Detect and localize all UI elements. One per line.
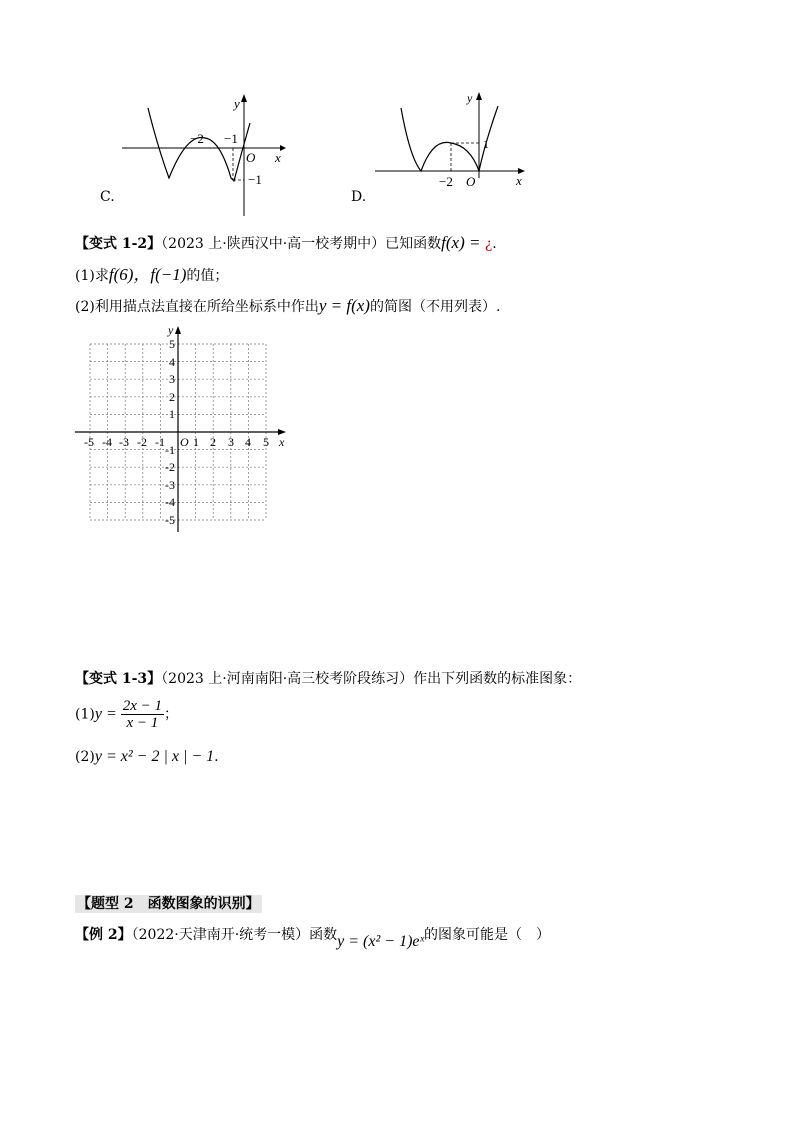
grid-origin-label: O xyxy=(180,435,189,449)
option-c-origin-label: O xyxy=(246,150,256,165)
variant-1-2-heading xyxy=(75,234,497,253)
variant-1-2-tag: 【变式 1-2】 xyxy=(75,236,162,252)
fraction-denominator: x − 1 xyxy=(126,715,159,731)
option-d-y-label: y xyxy=(467,91,473,105)
option-c-tick-neg1: −1 xyxy=(224,131,238,146)
section-title-type-2: 【题型 2 函数图象的识别】 xyxy=(77,896,260,912)
grid-x-tick: -3 xyxy=(119,435,129,449)
variant-1-2-q1-math: f(6)，f(−1) xyxy=(108,265,187,284)
grid-y-tick: -3 xyxy=(165,478,175,492)
variant-1-3-question-2 xyxy=(75,748,219,766)
grid-y-label: y xyxy=(168,323,174,337)
example-2-function: y = (x² − 1)eˣ xyxy=(337,933,425,950)
variant-1-3-q2-prefix: (2) xyxy=(75,749,95,765)
option-c-label: C. xyxy=(100,189,115,205)
grid-x-tick: -2 xyxy=(137,435,147,449)
variant-1-2-question-2 xyxy=(75,297,500,316)
option-d-graph xyxy=(375,88,535,188)
grid-y-arrow xyxy=(175,326,181,334)
grid-x-tick: 3 xyxy=(228,435,234,449)
option-c-y-tick-neg1: −1 xyxy=(248,172,262,187)
variant-1-3-tag: 【变式 1-3】 xyxy=(75,671,162,687)
option-d-origin-label: O xyxy=(466,174,476,188)
grid-x-tick: -5 xyxy=(84,435,94,449)
variant-1-3-q2-math: y = x² − 2 | x | − 1 xyxy=(94,748,215,765)
grid-x-tick: 2 xyxy=(210,435,216,449)
option-d-y-arrow xyxy=(476,92,482,100)
option-d-label: D. xyxy=(351,189,367,205)
grid-y-tick: 5 xyxy=(169,337,175,351)
grid-y-tick: 3 xyxy=(169,372,175,386)
option-d-figure xyxy=(375,88,535,192)
grid-y-tick: -1 xyxy=(165,443,175,457)
grid-y-tick: -2 xyxy=(165,460,175,474)
variant-1-2-end: . xyxy=(492,236,497,252)
variant-1-3-heading xyxy=(75,670,581,688)
variant-1-2-q1-prefix: (1)求 xyxy=(75,268,109,284)
variant-1-2-function-lhs: f(x) = xyxy=(441,233,485,252)
grid-y-tick: -4 xyxy=(165,495,175,509)
example-2-suffix: 的图象可能是（ ） xyxy=(424,927,551,943)
grid-x-tick: -1 xyxy=(155,435,165,449)
example-2-tag: 【例 2】 xyxy=(75,927,132,943)
variant-1-3-q1-lhs: y = xyxy=(94,705,121,723)
grid-x-tick: 4 xyxy=(245,435,251,449)
option-d-x-label: x xyxy=(516,173,522,188)
variant-1-3-q2-end: . xyxy=(214,749,219,765)
option-d-tick-neg2: −2 xyxy=(439,174,453,188)
fraction-numerator: 2x − 1 xyxy=(122,698,163,714)
coordinate-grid xyxy=(70,322,295,537)
variant-1-2-q2-prefix: (2)利用描点法直接在所给坐标系中作出 xyxy=(75,299,319,315)
example-2-source: （2022·天津南开·统考一模）函数 xyxy=(131,927,338,943)
variant-1-3-q1-fraction xyxy=(121,698,164,731)
option-c-graph xyxy=(100,88,290,223)
variant-1-3-question-1 xyxy=(75,698,178,731)
variant-1-3-q1-prefix: (1) xyxy=(75,706,95,723)
grid-x-label: x xyxy=(279,435,285,449)
grid-y-tick: 4 xyxy=(169,355,175,369)
grid-x-tick: -4 xyxy=(102,435,112,449)
grid-y-tick: 2 xyxy=(169,390,175,404)
grid-y-tick: -5 xyxy=(165,513,175,527)
variant-1-3-q1-end: ； xyxy=(164,706,179,723)
option-c-y-arrow xyxy=(241,94,247,102)
grid-x-tick: 1 xyxy=(193,435,199,449)
option-d-y-tick-1: 1 xyxy=(483,137,489,151)
option-c-y-label: y xyxy=(234,96,240,111)
coordinate-grid-figure xyxy=(70,322,295,541)
variant-1-2-q2-suffix: 的简图（不用列表）. xyxy=(369,299,501,315)
variant-1-2-q2-math: y = f(x) xyxy=(318,296,370,315)
option-c-x-label: x xyxy=(275,150,281,165)
option-c-figure xyxy=(100,88,290,227)
grid-x-tick: 5 xyxy=(263,435,269,449)
variant-1-2-source: （2023 上·陕西汉中·高一校考期中）已知函数 xyxy=(161,236,442,252)
grid-y-tick: 1 xyxy=(169,407,175,421)
option-c-tick-neg2: −2 xyxy=(190,131,204,146)
variant-1-2-function-rhs: ¿ xyxy=(484,236,493,252)
variant-1-3-source: （2023 上·河南南阳·高三校考阶段练习）作出下列函数的标准图象： xyxy=(161,671,582,687)
grid-x-ticks xyxy=(84,435,269,449)
variant-1-2-q1-suffix: 的值； xyxy=(186,268,229,284)
example-2-heading xyxy=(75,926,551,950)
variant-1-2-question-1 xyxy=(75,266,228,285)
option-c-x-arrow xyxy=(280,145,286,151)
